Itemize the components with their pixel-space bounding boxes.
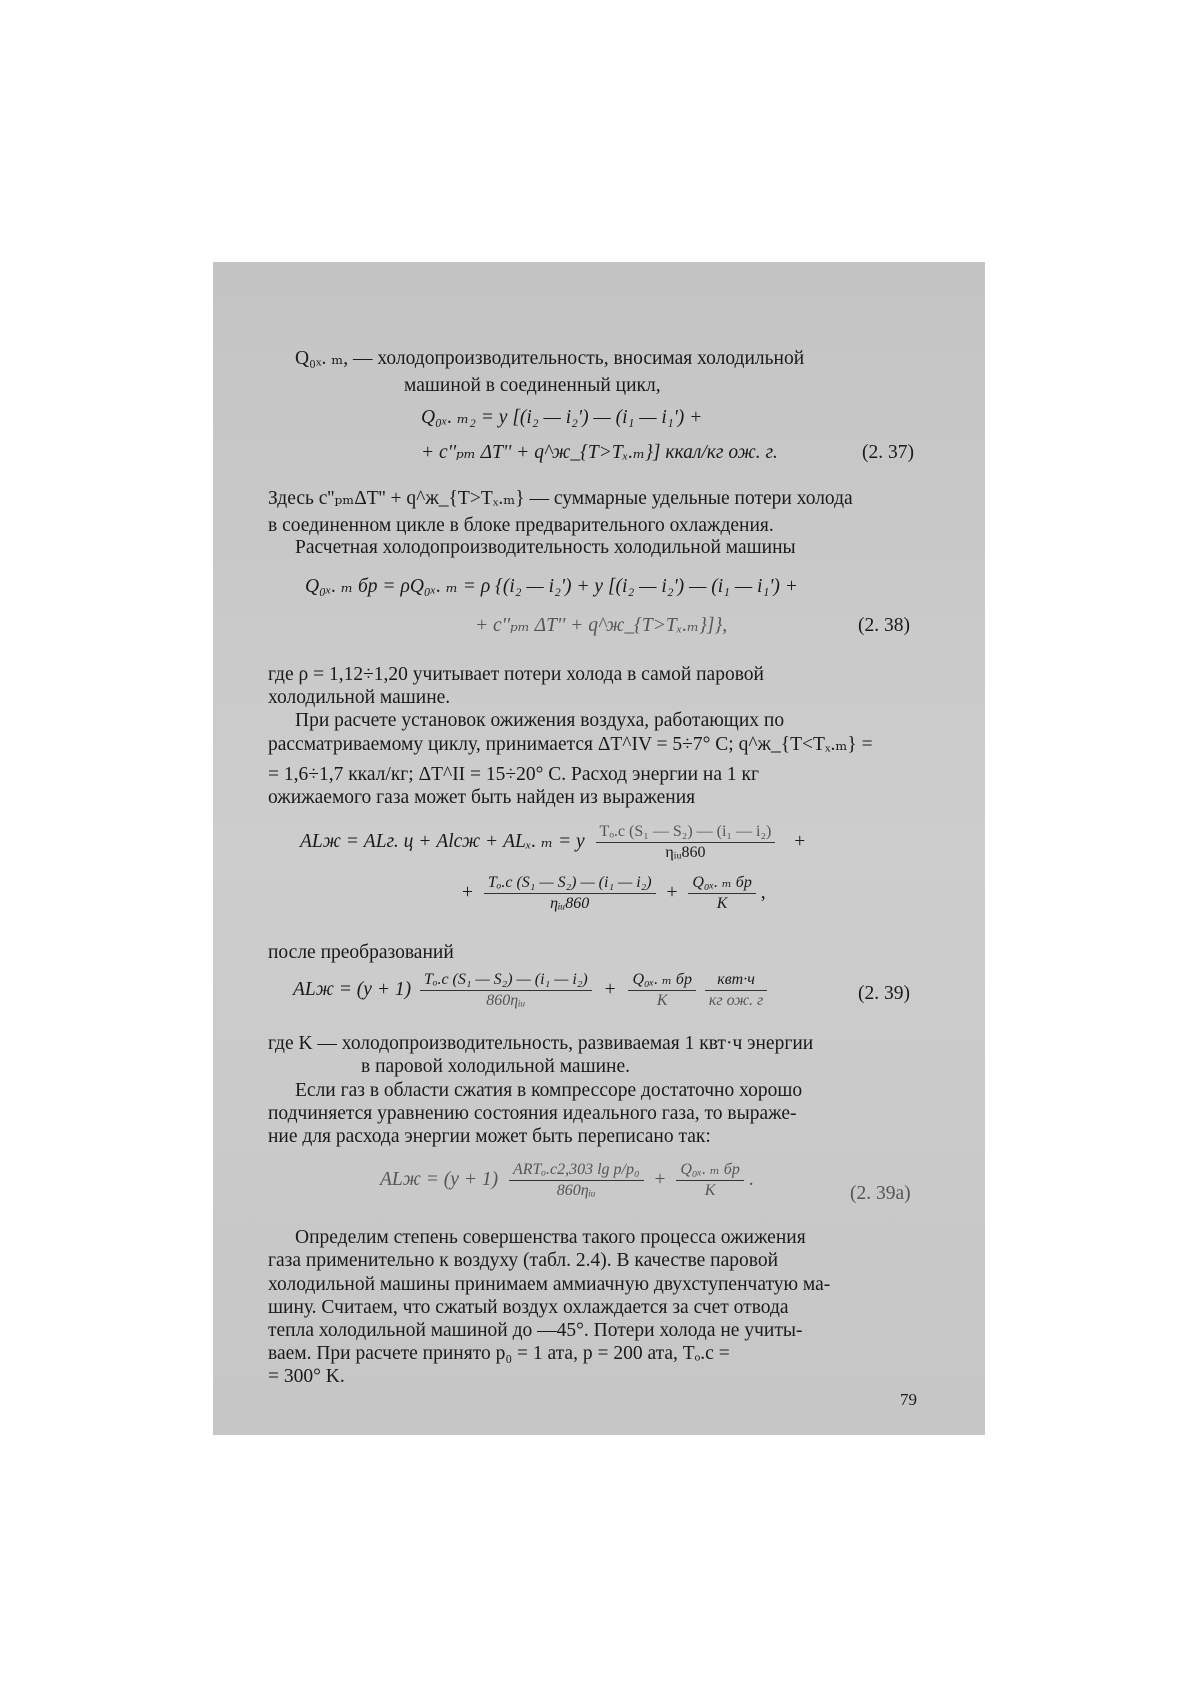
- text-line: холодильной машины принимаем аммиачную двухступенчатую ма-: [268, 1274, 831, 1295]
- equation-2-37-line2: + c''ₚₘ ΔT'' + q^ж_{T>Tₓ.ₘ}] ккал/кг ож. г.: [421, 442, 778, 463]
- fraction: [688, 873, 756, 914]
- fraction-denominator: 860ηᵢᵤ: [556, 1182, 596, 1199]
- fraction-numerator: Q₀ₓ. ₘ бр: [628, 970, 696, 991]
- fraction: [509, 1160, 644, 1201]
- fraction-denominator: K: [656, 992, 668, 1009]
- fraction: [420, 970, 592, 1011]
- fraction: [596, 822, 776, 863]
- text-line: в соединенном цикле в блоке предварительного охлаждения.: [268, 515, 774, 536]
- equation-number: (2. 39a): [850, 1183, 911, 1204]
- equation-number: (2. 39): [858, 983, 910, 1004]
- equation-al-line2: [462, 873, 766, 914]
- text-line: = 300° K.: [268, 1366, 345, 1387]
- text-line: где ρ = 1,12÷1,20 учитывает потери холода в самой паровой: [268, 664, 764, 685]
- fraction-numerator: Q₀ₓ. ₘ бр: [688, 873, 756, 894]
- fraction-numerator: Tₒ.c (S₁ — S₂) — (i₁ — i₂): [420, 970, 592, 991]
- fraction-denominator: K: [716, 895, 728, 912]
- plus-sign: +: [462, 881, 473, 903]
- unit-fraction: [705, 970, 767, 1011]
- text-line: газа применительно к воздуху (табл. 2.4). В качестве паровой: [268, 1250, 779, 1271]
- equation-lhs: ALж = ALг. ц + Alсж + ALₓ. ₘ = y: [300, 830, 585, 852]
- fraction-numerator: Tₒ.c (S₁ — S₂) — (i₁ — i₂): [484, 873, 656, 894]
- text-line: после преобразований: [268, 942, 454, 963]
- equation-2-38-line2: + c''ₚₘ ΔT'' + q^ж_{T>Tₓ.ₘ}]},: [475, 615, 728, 636]
- plus-sign: +: [794, 830, 806, 852]
- equation-2-37-line1: Q₀ₓ. ₘ₂ = y [(i₂ — i₂') — (i₁ — i₁') +: [421, 407, 703, 428]
- plus-sign: +: [654, 1168, 666, 1190]
- fraction-numerator: Tₒ.c (S₁ — S₂) — (i₁ — i₂): [596, 822, 776, 843]
- plus-sign: +: [604, 978, 616, 1000]
- fraction: [484, 873, 656, 914]
- text-line: При расчете установок ожижения воздуха, работающих по: [295, 710, 785, 731]
- fraction-numerator: ARTₒ.c2,303 lg p/p₀: [509, 1160, 644, 1181]
- fraction-denominator: ηᵢᵤ860: [550, 895, 590, 912]
- equation-lhs: ALж = (y + 1): [293, 978, 412, 1000]
- plus-sign: +: [666, 881, 678, 903]
- text-line: ваем. При расчете принято p₀ = 1 ата, p = 200 ата, Tₒ.c =: [268, 1343, 730, 1364]
- text-line: где K — холодопроизводительность, развиваемая 1 квт·ч энергии: [268, 1033, 814, 1054]
- text-line: холодильной машине.: [268, 687, 451, 708]
- fraction-denominator: 860ηᵢᵤ: [486, 992, 526, 1009]
- fraction-numerator: квт·ч: [705, 970, 767, 991]
- text-line: Q₀ₓ. ₘ, — холодопроизводительность, вносимая холодильной: [295, 348, 805, 369]
- text-line: тепла холодильной машиной до —45°. Потери холода не учиты-: [268, 1320, 803, 1341]
- text-line: Определим степень совершенства такого процесса ожижения: [295, 1227, 806, 1248]
- text-line: Расчетная холодопроизводительность холодильной машины: [295, 537, 796, 558]
- fraction-denominator: кг ож. г: [708, 992, 764, 1009]
- equation-al-line1: [300, 822, 805, 863]
- equation-2-39: [293, 970, 767, 1011]
- fraction-denominator: ηᵢᵤ860: [665, 844, 706, 861]
- text-line: в паровой холодильной машине.: [361, 1056, 630, 1077]
- text-line: машиной в соединенный цикл,: [404, 375, 661, 396]
- comma: ,: [760, 881, 766, 903]
- text-line: = 1,6÷1,7 ккал/кг; ΔT^II = 15÷20° C. Расход энергии на 1 кг: [268, 764, 759, 785]
- equation-2-38-line1: Q₀ₓ. ₘ бр = ρQ₀ₓ. ₘ = ρ {(i₂ — i₂') + y [(i₂ — i₂') — (i₁ — i₁') +: [305, 576, 798, 597]
- fraction-numerator: Q₀ₓ. ₘ бр: [676, 1160, 744, 1181]
- text-line: Если газ в области сжатия в компрессоре достаточно хорошо: [295, 1080, 803, 1101]
- period: .: [748, 1168, 754, 1190]
- equation-2-39a: [380, 1160, 754, 1201]
- equation-number: (2. 38): [858, 615, 910, 636]
- text-line: шину. Считаем, что сжатый воздух охлаждается за счет отвода: [268, 1297, 789, 1318]
- equation-number: (2. 37): [862, 442, 914, 463]
- text-line: ние для расхода энергии может быть переписано так:: [268, 1126, 711, 1147]
- text-line: Здесь c''ₚₘΔT'' + q^ж_{T>Tₓ.ₘ} — суммарные удельные потери холода: [268, 488, 853, 509]
- page-number: 79: [900, 1390, 917, 1409]
- text-line: подчиняется уравнению состояния идеального газа, то выраже-: [268, 1103, 797, 1124]
- fraction: [676, 1160, 744, 1201]
- fraction: [628, 970, 696, 1011]
- fraction-denominator: K: [704, 1182, 716, 1199]
- text-line: рассматриваемому циклу, принимается ΔT^IV = 5÷7° C; q^ж_{T<Tₓ.ₘ} =: [268, 734, 873, 755]
- equation-lhs: ALж = (y + 1): [380, 1168, 499, 1190]
- text-line: ожижаемого газа может быть найден из выражения: [268, 787, 696, 808]
